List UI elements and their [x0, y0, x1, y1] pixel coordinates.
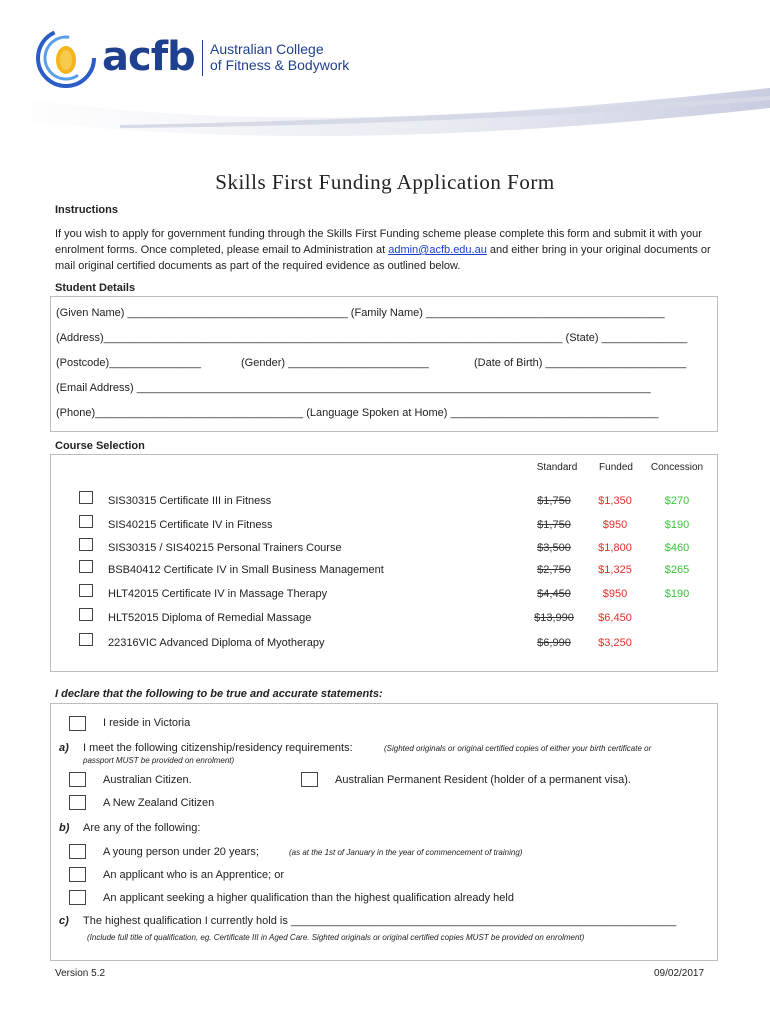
course-checkbox[interactable]: [79, 608, 93, 621]
course-name: HLT42015 Certificate IV in Massage Therapy: [108, 588, 328, 600]
standard-price: $1,750: [537, 495, 571, 507]
funded-price: $950: [602, 519, 628, 531]
reside-label: I reside in Victoria: [103, 717, 191, 729]
funded-price: $1,325: [598, 564, 632, 576]
course-name: SIS30315 Certificate III in Fitness: [108, 495, 272, 507]
course-selection-box: [50, 454, 718, 672]
logo-wordmark: acfb: [102, 34, 195, 80]
young-person-note: (as at the 1st of January in the year of commencement of training): [289, 848, 523, 857]
student-details-box: [50, 296, 718, 432]
course-name: 22316VIC Advanced Diploma of Myotherapy: [108, 637, 325, 649]
page-title: Skills First Funding Application Form: [215, 170, 555, 194]
declaration-box: [50, 703, 718, 961]
course-name: HLT52015 Diploma of Remedial Massage: [108, 612, 312, 624]
address-field[interactable]: (Address)___________________________________________________________________________ (State) ______________: [56, 332, 688, 344]
apprentice-label: An applicant who is an Apprentice; or: [103, 869, 285, 881]
aus-citizen-checkbox[interactable]: [69, 772, 86, 787]
declaration-heading: I declare that the following to be true and accurate statements:: [55, 688, 383, 700]
course-checkbox[interactable]: [79, 491, 93, 504]
concession-price: $460: [664, 542, 690, 554]
version-label: Version 5.2: [55, 968, 106, 979]
instructions-text: [55, 226, 715, 274]
course-checkbox[interactable]: [79, 560, 93, 573]
young-person-label: A young person under 20 years;: [103, 846, 259, 858]
course-selection-heading: Course Selection: [55, 440, 145, 452]
a-text: I meet the following citizenship/residency requirements:: [83, 742, 353, 754]
phone-field[interactable]: (Phone)__________________________________ (Language Spoken at Home) __________________________________: [56, 407, 659, 419]
course-checkbox[interactable]: [79, 538, 93, 551]
col-funded-header: Funded: [599, 462, 633, 473]
standard-price: $1,750: [537, 519, 571, 531]
a-label: a): [59, 742, 69, 754]
course-checkbox[interactable]: [79, 584, 93, 597]
highest-qualification-field[interactable]: The highest qualification I currently hold is _______________________________________________________________: [83, 915, 677, 927]
funded-price: $6,450: [598, 612, 632, 624]
col-standard-header: Standard: [536, 462, 578, 473]
course-name: BSB40412 Certificate IV in Small Business Management: [108, 564, 384, 576]
instructions-text-after: and either bring in your original documents or mail original certified documents as part of the required evidence as outlined below.: [55, 244, 711, 272]
higher-qualification-label: An applicant seeking a higher qualification than the highest qualification already held: [103, 892, 514, 904]
standard-price: $13,990: [534, 612, 574, 624]
concession-price: $190: [664, 519, 690, 531]
student-details-heading: Student Details: [55, 282, 136, 294]
course-name: SIS40215 Certificate IV in Fitness: [108, 519, 273, 531]
aus-pr-checkbox[interactable]: [301, 772, 318, 787]
standard-price: $2,750: [537, 564, 571, 576]
aus-pr-label: Australian Permanent Resident (holder of a permanent visa).: [335, 774, 631, 786]
a-note-1: (Sighted originals or original certified copies of either your birth certificate or: [384, 744, 652, 753]
admin-email-link[interactable]: admin@acfb.edu.au: [388, 244, 487, 256]
course-checkbox[interactable]: [79, 633, 93, 646]
concession-price: $265: [664, 564, 690, 576]
name-field[interactable]: (Given Name) ____________________________________ (Family Name) _______________________________________: [56, 307, 665, 319]
instructions-heading: Instructions: [55, 204, 118, 216]
nz-citizen-label: A New Zealand Citizen: [103, 797, 215, 809]
course-checkbox[interactable]: [79, 515, 93, 528]
reside-checkbox[interactable]: [69, 716, 86, 731]
header: [0, 0, 770, 140]
a-note-2: passport MUST be provided on enrolment): [83, 756, 235, 765]
funded-price: $1,800: [598, 542, 632, 554]
young-person-checkbox[interactable]: [69, 844, 86, 859]
course-name: SIS30315 / SIS40215 Personal Trainers Course: [108, 542, 342, 554]
c-note: (Include full title of qualification, eg. Certificate III in Aged Care. Sighted originals or original certified copies MUST be provided on enrolment): [87, 933, 585, 942]
standard-price: $4,450: [537, 588, 571, 600]
standard-price: $6,990: [537, 637, 571, 649]
concession-price: $270: [664, 495, 690, 507]
email-field[interactable]: (Email Address) ____________________________________________________________________________________: [56, 382, 651, 394]
college-logo-icon: [34, 26, 98, 90]
aus-citizen-label: Australian Citizen.: [103, 774, 192, 786]
logo-subtitle-2: of Fitness & Bodywork: [210, 57, 350, 73]
b-text: Are any of the following:: [83, 822, 201, 834]
higher-qualification-checkbox[interactable]: [69, 890, 86, 905]
postcode-field[interactable]: (Postcode)_______________: [56, 357, 201, 369]
logo-divider: [202, 40, 203, 76]
standard-price: $3,500: [537, 542, 571, 554]
nz-citizen-checkbox[interactable]: [69, 795, 86, 810]
funded-price: $3,250: [598, 637, 632, 649]
apprentice-checkbox[interactable]: [69, 867, 86, 882]
b-label: b): [59, 822, 70, 834]
footer-date: 09/02/2017: [654, 968, 705, 979]
gender-field[interactable]: (Gender) _______________________: [241, 357, 429, 369]
funded-price: $950: [602, 588, 628, 600]
c-label: c): [59, 915, 69, 927]
funded-price: $1,350: [598, 495, 632, 507]
concession-price: $190: [664, 588, 690, 600]
logo-subtitle-1: Australian College: [210, 41, 324, 57]
instructions-text-before: If you wish to apply for government funding through the Skills First Funding scheme please complete this form and submit it with your enrolment forms. Once completed, please email to Administration at: [55, 228, 702, 256]
dob-field[interactable]: (Date of Birth) _______________________: [474, 357, 687, 369]
col-concession-header: Concession: [650, 462, 704, 473]
